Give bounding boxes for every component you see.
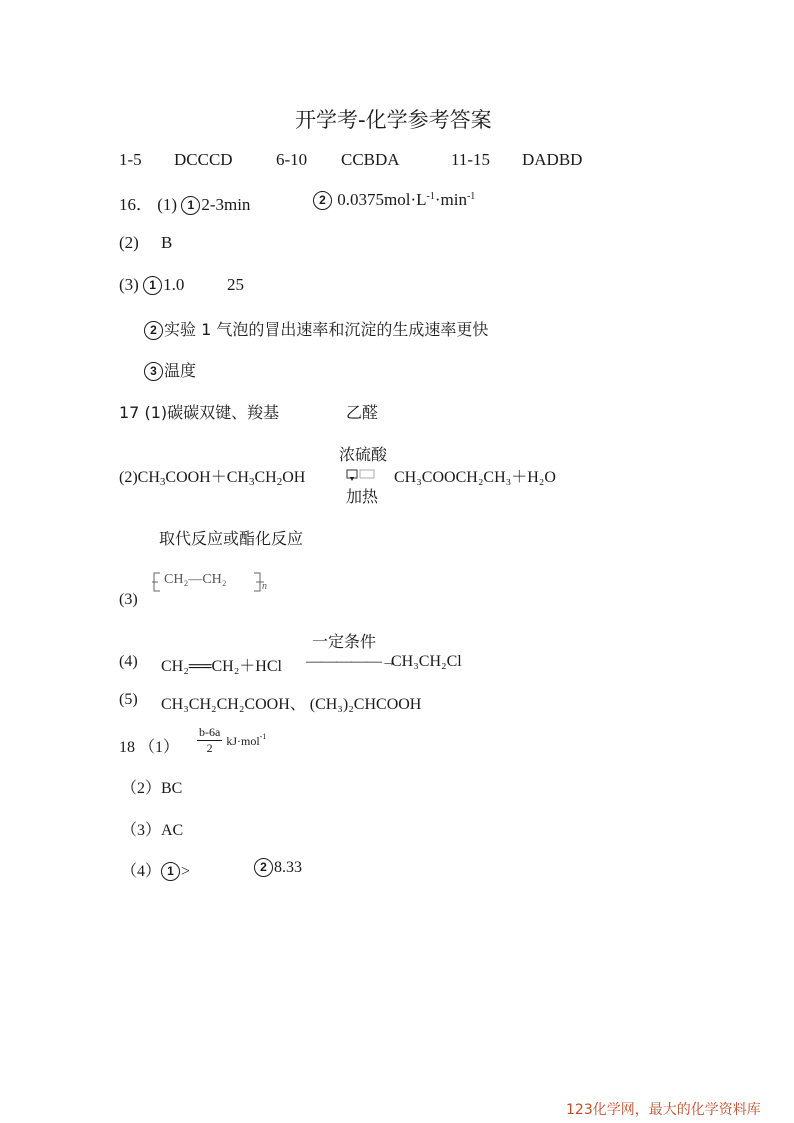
- q17-part5-answer: CH₃CH₂CH₂COOH、 (CH₃)₂CHCOOH: [161, 696, 422, 713]
- q17-part4-lhs: CH₂══CH₂＋HCl: [161, 658, 282, 675]
- q17-part3-label: (3): [119, 591, 138, 608]
- q17-part2-lhs: $(2)CH_3COOH+CH_3CH_2OH$: [119, 469, 306, 488]
- q17-part1: 17 (1)碳碳双键、羧基: [119, 403, 280, 422]
- q18-part4-answer-a: >: [181, 863, 191, 880]
- q17-part4-condition: 一定条件: [312, 632, 377, 651]
- circled-number-icon: 1: [181, 196, 200, 215]
- q18-part4: [121, 858, 190, 881]
- q16-part3-3-text: 温度: [164, 361, 197, 380]
- q16-p1-answer1: 2-3min: [201, 195, 251, 214]
- q16-part1: [119, 190, 250, 215]
- q17-reaction-type: 取代反应或酯化反应: [159, 529, 304, 548]
- q16-head: 16． (1): [119, 195, 178, 214]
- mc-answers-1: DCCCD: [174, 150, 233, 169]
- q16-part2-label: (2): [119, 233, 139, 252]
- q16-part3-2-text: 实验 1 气泡的冒出速率和沉淀的生成速率更快: [164, 320, 489, 339]
- q16-part3-value-a: 1.0: [163, 275, 185, 294]
- q18-part4-label: （4）: [121, 863, 162, 880]
- fraction: [197, 725, 222, 756]
- q17-part5-label: (5): [119, 691, 138, 708]
- reversible-arrow-icon: [346, 467, 378, 483]
- q18-part3: （3）AC: [121, 822, 184, 839]
- q17-part1-b: 乙醛: [346, 403, 379, 422]
- reaction-condition-top: 浓硫酸: [339, 445, 388, 464]
- q17-lhs-start: (2)CH: [119, 469, 160, 486]
- reaction-condition-bottom: 加热: [346, 487, 379, 506]
- superscript: -1: [426, 191, 435, 202]
- mc-range-1: 1-5: [119, 150, 142, 169]
- q16-part3-3: [144, 358, 196, 381]
- circled-number-icon: 3: [144, 362, 163, 381]
- q18-part2: （2）BC: [121, 780, 183, 797]
- q18-unit: [226, 734, 266, 748]
- q18-head: 18 （1）: [119, 739, 180, 756]
- mc-answers-3: DADBD: [522, 150, 583, 169]
- q18-fraction: [197, 725, 266, 756]
- q18-part4-2: [254, 858, 302, 877]
- superscript: -1: [466, 191, 476, 202]
- page-title: 开学考-化学参考答案: [295, 108, 492, 132]
- superscript: -1: [259, 732, 267, 741]
- q16-part3-2: [144, 317, 488, 340]
- circled-number-icon: 2: [144, 321, 163, 340]
- q16-part3-label: (3): [119, 275, 139, 294]
- circled-number-icon: 2: [254, 858, 273, 877]
- mc-range-3: 11-15: [451, 150, 491, 169]
- q16-rate-text: 0.0375mol·L: [337, 190, 427, 209]
- circled-number-icon: 2: [313, 191, 332, 210]
- q17-part4-rhs: CH₃CH₂Cl: [391, 653, 462, 670]
- mc-answers-2: CCBDA: [341, 150, 400, 169]
- q17-part2-rhs: CH₃COOCH₂CH₃＋H₂O: [394, 469, 556, 486]
- fraction-numerator: b-6a: [199, 725, 221, 739]
- circled-number-icon: 1: [161, 862, 180, 881]
- polymer-repeat-unit: CH₂—CH₂: [164, 572, 227, 587]
- q18-unit-text: kJ·mol: [226, 734, 260, 748]
- q18-part4-answer-b: 8.33: [274, 859, 302, 876]
- q17-part4-label: (4): [119, 653, 138, 670]
- q16-part1-rate: [313, 190, 475, 210]
- circled-number-icon: 1: [143, 276, 162, 295]
- polymer-n: n: [262, 581, 267, 592]
- fraction-denominator: 2: [206, 741, 213, 755]
- q16-part2-answer: B: [161, 233, 173, 252]
- q17-part4-arrow: —————→: [306, 653, 396, 670]
- mc-range-2: 6-10: [276, 150, 308, 169]
- footer-watermark: 123化学网，最大的化学资料库: [566, 1102, 761, 1118]
- q16-part3: [119, 275, 184, 295]
- polyethylene-structure: [152, 569, 274, 595]
- q16-part3-value-b: 25: [227, 275, 244, 294]
- q16-rate-unit: ·min: [434, 190, 467, 209]
